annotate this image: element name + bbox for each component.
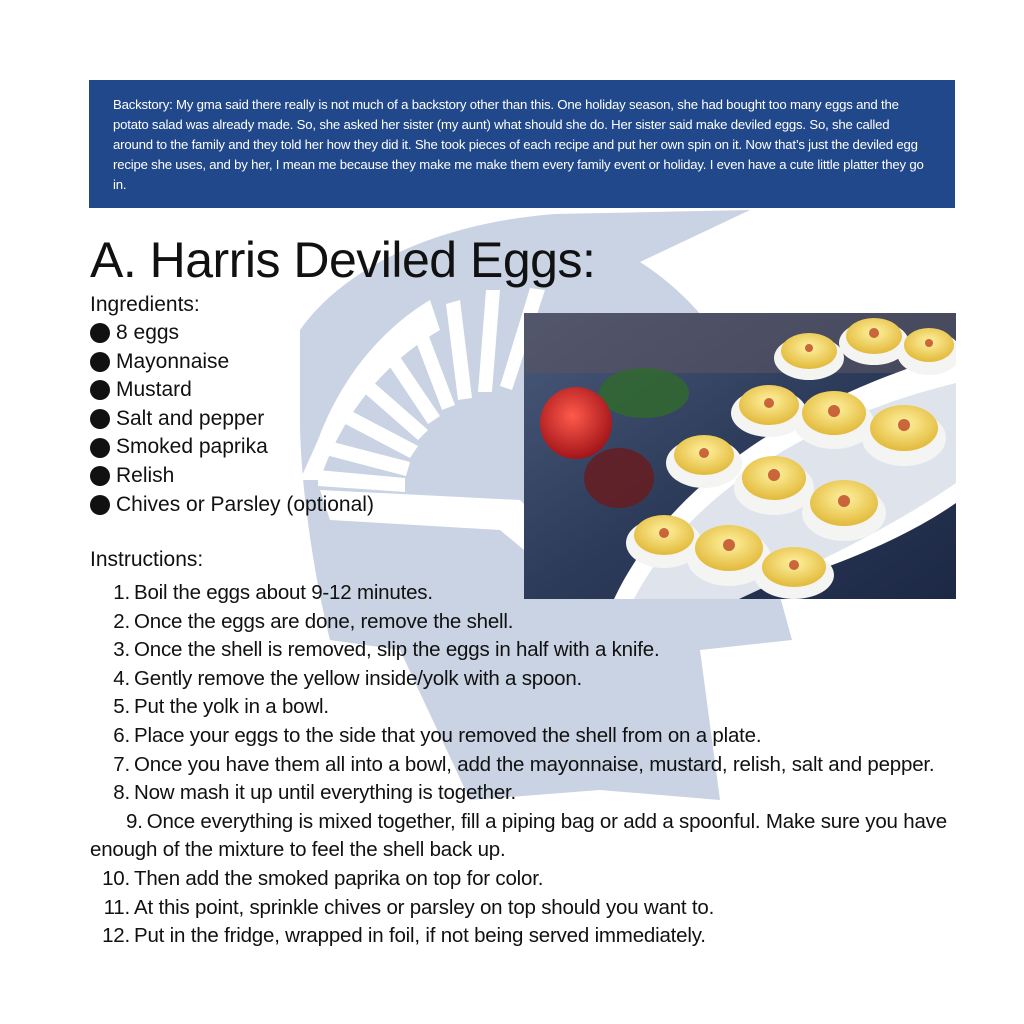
- bullet-icon: [90, 466, 110, 486]
- bullet-icon: [90, 438, 110, 458]
- instruction-step: 7. Once you have them all into a bowl, add the mayonnaise, mustard, relish, salt and pepper.: [113, 752, 935, 776]
- bullet-icon: [90, 409, 110, 429]
- bullet-icon: [90, 380, 110, 400]
- instruction-step: 12. Put in the fridge, wrapped in foil, if not being served immediately.: [102, 924, 706, 948]
- ingredient-item: Mayonnaise: [90, 348, 374, 377]
- instruction-step: 3. Once the shell is removed, slip the eggs in half with a knife.: [113, 638, 660, 662]
- bullet-icon: [90, 495, 110, 515]
- bullet-icon: [90, 352, 110, 372]
- instruction-step: 2. Once the eggs are done, remove the shell.: [113, 609, 514, 633]
- backstory-banner: [89, 80, 955, 208]
- backstory-text: Backstory: My gma said there really is not much of a backstory other than this. One holiday season, she had bought too many eggs and the potato salad was already made. So, she asked her sister (my aunt) what should she do. Her sister said make deviled eggs. So, she called around to the family and they told her how they did it. She took pieces of each recipe and put her own spin on it. Now that’s just the deviled egg recipe she uses, and by her, I mean me because they make me make them every family event or holiday. I even have a cute little platter they go in.: [113, 97, 924, 192]
- instruction-step: 5. Put the yolk in a bowl.: [113, 695, 329, 719]
- instructions-list: [90, 579, 990, 951]
- bullet-icon: [90, 323, 110, 343]
- instruction-step: 4. Gently remove the yellow inside/yolk with a spoon.: [113, 666, 583, 690]
- instruction-step: 9. Once everything is mixed together, fill a piping bag or add a spoonful. Make sure you have enough of the mixture to feel the shell back up.: [90, 809, 947, 862]
- instruction-step: 11. At this point, sprinkle chives or parsley on top should you want to.: [103, 895, 715, 919]
- ingredient-item: 8 eggs: [90, 319, 374, 348]
- ingredients-heading: Ingredients:: [90, 293, 200, 316]
- instructions-heading: Instructions:: [90, 548, 204, 571]
- instruction-step: 10. Then add the smoked paprika on top for color.: [102, 866, 544, 890]
- ingredient-item: Relish: [90, 462, 374, 491]
- recipe-title: A. Harris Deviled Eggs:: [90, 232, 596, 288]
- ingredient-item: Mustard: [90, 376, 374, 405]
- ingredient-item: Salt and pepper: [90, 405, 374, 434]
- ingredient-item: Chives or Parsley (optional): [90, 491, 374, 520]
- instruction-step: 1. Boil the eggs about 9-12 minutes.: [113, 581, 433, 604]
- deviled-eggs-photo: [524, 313, 956, 599]
- instruction-step: 8. Now mash it up until everything is together.: [113, 781, 517, 805]
- instruction-step: 6. Place your eggs to the side that you removed the shell from on a plate.: [113, 723, 762, 747]
- ingredient-item: Smoked paprika: [90, 433, 374, 462]
- ingredients-list: [90, 319, 374, 519]
